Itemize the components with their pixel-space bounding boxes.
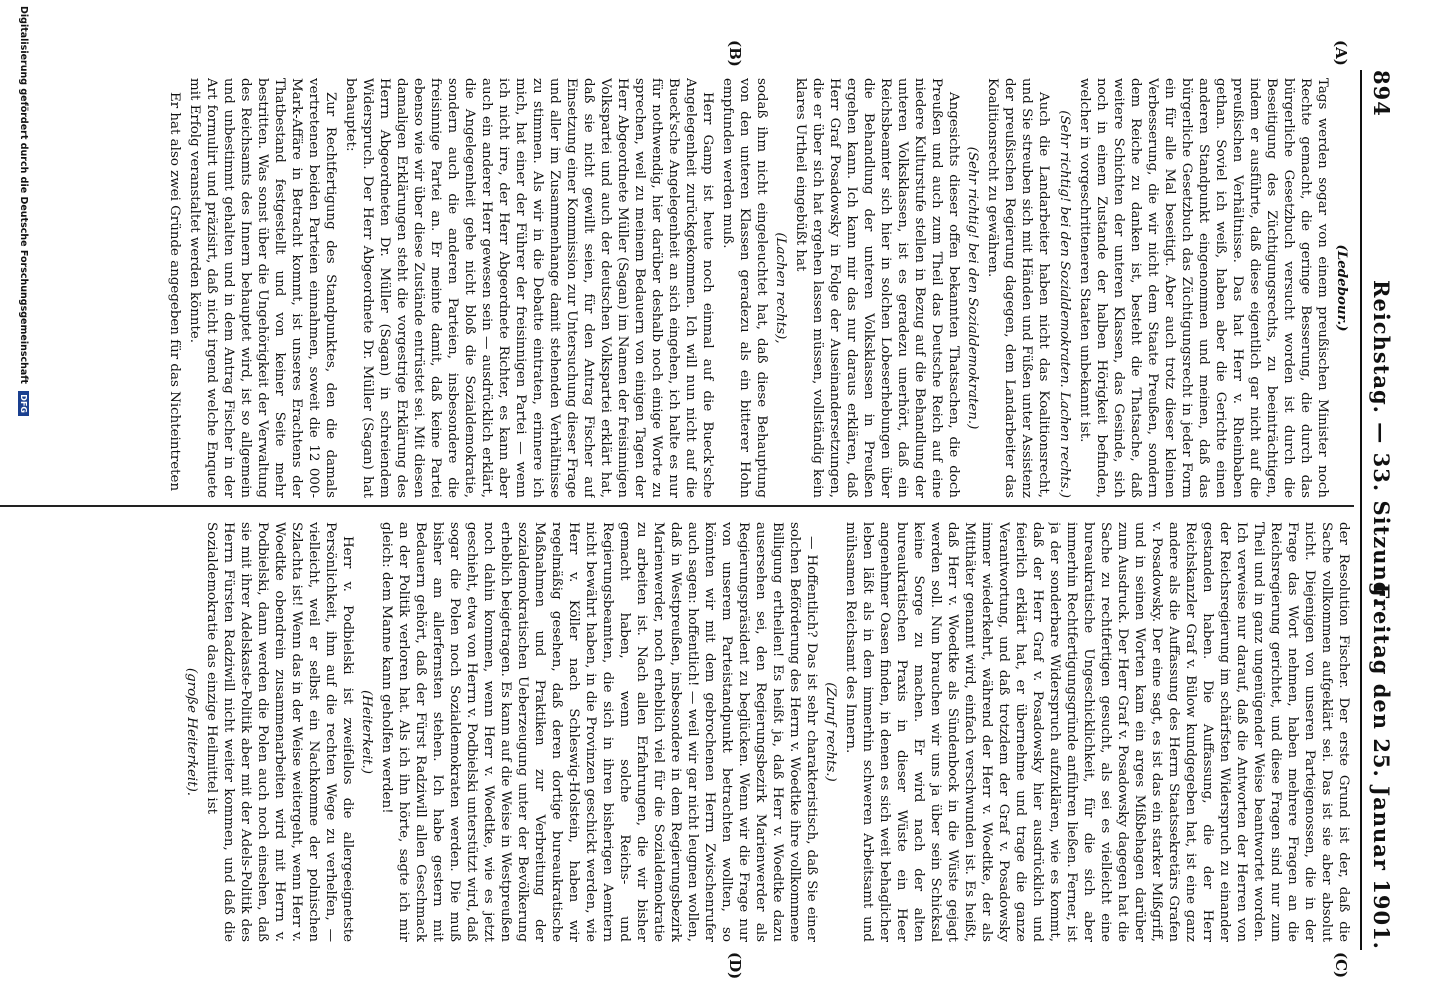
paragraph: sodaß ihm nicht eingeleuchtet hat, daß diese Behauptung von den unteren Klassen geradezu als ein bitterer Hohn empfunden werden muß. xyxy=(720,78,769,498)
paragraph: Tags werden sogar von einem preußischen Minister noch Rechte gemacht, die geringe Besserung, die durch das bürgerliche Gesetzbuch versucht worden ist durch die Beseitigung des Züchtigungsrechts, zu beeinträchtigen, indem er ausführte, daß diese eigentlich gar nicht auf die preußischen Verhältnisse. Das hat Herr v. Rheinbaben gethan. Soviel ich weiß, haben aber die Gerichte einen anderen Standpunkt eingenommen und meinen, daß das bürgerliche Gesetzbuch das Züchtigungsrecht in jeder Form ein für alle Mal beseitigt. Aber auch trotz dieser kleinen Verbesserung, die wir nicht dem Staate Preußen, sondern dem Reiche zu danken ist, besteht die Thatsache, daß weitere Schichten der unteren Klassen, das Gesinde, sich noch in einem Zustande der halben Hörigkeit befinden, welcher in vorgeschritteneren Staaten unbekannt ist. xyxy=(1077,78,1330,498)
paragraph: Er hat also zwei Gründe angegeben für das Nichteintreten xyxy=(167,92,182,492)
interjection: (große Heiterkeit). xyxy=(184,667,199,797)
session-title: Reichstag. — 33. Sitzung. xyxy=(1369,280,1394,606)
column-divider xyxy=(0,505,1354,507)
page-number: 894 xyxy=(1369,70,1394,117)
paragraph: Angesichts dieser offen bekannten Thatsachen, die doch Preußen und auch zum Theil das Deutsche Reich auf eine niedere Kulturstufe stellen in Bezug auf die Behandlung der unteren Volksklassen, ist es geradezu unerhört, daß ein Reichsbeamter sich hier in solchen Lobeserhebungen über die Behandlung der unteren Volksklassen in Preußen ergehen kann. Ich kann mir das nur daraus erklären, daß Herr Graf Posadowsky in Folge der Auseinandersetzungen, die er über sich hat ergehen lassen müssen, vollständig kein klares Urtheil eingebüßt hat xyxy=(793,78,961,498)
page-header xyxy=(1362,70,1396,950)
margin-mark-b: (B) xyxy=(726,40,744,67)
interjection: (Zuruf rechts.) xyxy=(823,682,838,782)
interjection: (Lachen rechts), xyxy=(773,232,788,344)
right-column xyxy=(12,522,1352,942)
left-column xyxy=(12,78,1352,498)
margin-mark-c: (C) xyxy=(1332,952,1350,979)
margin-mark-a: (A) xyxy=(1332,40,1350,66)
session-date: Freitag den 25. Januar 1901. xyxy=(1369,583,1394,950)
interjection: (Sehr richtig! bei den Sozialdemokraten. Lachen rechts.) xyxy=(1057,110,1072,498)
paragraph: Auch die Landarbeiter haben nicht das Koalitionsrecht, und Sie streuben sich mit Händen und Füßen unter Assistenz der preußischen Regierung dagegen, dem Landarbeiter das Koalitionsrecht zu gewähren. xyxy=(985,78,1051,498)
margin-mark-d: (D) xyxy=(726,952,744,980)
interjection: (Heiterkeit.) xyxy=(359,690,374,774)
digitization-footer xyxy=(18,6,29,416)
paragraph: Herr Gamp ist heute noch einmal auf die Bueck'sche Angelegenheit zurückgekommen. Ich will nun nicht auf die Bueck'sche Angelegenheit an sich eingehen, ich halte es nur für nothwendig, hier darüber deshalb noch einige Worte zu sprechen, weil zu meinem Bedauern von einigen Tagen der Herr Abgeordnete Müller (Sagan) im Namen der freisinnigen Volkspartei und auch der deutschen Volkspartei erklärt hat, daß sie nicht gewillt seien, für den Antrag Fischer auf Einsetzung einer Kommission zur Untersuchung dieser Frage und aller im Zusammenhange damit stehenden Verhältnisse zu stimmen. Als wir in die Debatte eintraten, erinnere ich mich, hat einer der Führer der freisinnigen Partei — wenn ich nicht irre, der Herr Abgeordnete Richter, es kann aber auch ein anderer Herr gewesen sein — ausdrücklich erklärt, die Angelegenheit gehe nicht bloß die Sozialdemokratie, sondern auch die anderen Parteien, insbesondere die freisinnige Partei an. Er meinte damit, daß keine Partei ebenso wie wir über diese Zustände entrüstet sei. Mit diesen damaligen Erklärungen steht die vorgestrige Erklärung des Herrn Abgeordneten Dr. Müller (Sagan) in schreiendem Widerspruch. Der Herr Abgeordnete Dr. Müller (Sagan) hat behauptet: xyxy=(343,78,715,498)
paragraph: der Resolution Fischer. Der erste Grund ist der, daß die Sache vollkommen aufgeklärt sei. Das ist sie aber absolut nicht. Diejenigen von unseren Parteigenossen, die in der Frage das Wort nehmen, haben mehrere Fragen an die Reichsregierung gerichtet, und diese Fragen sind nur zum Theil und in ganz ungenügender Weise beantwortet worden. Ich verweise nur darauf, daß die Antworten der Herren von der Reichsregierung im schärfsten Widerspruch zu einander gestanden haben. Die Auffassung, die der Herr Reichskanzler Graf v. Bülow kundgegeben hat, ist eine ganz andere als die Auffassung des Herrn Staatssekretärs Grafen v. Posadowsky. Der eine sagt, es ist das ein starker Mißgriff, und in seinen Worten kam ein arges Mißbehagen darüber zum Ausdruck. Der Herr Graf v. Posadowsky dagegen hat die Sache zu rechtfertigen gesucht, als sei es vielleicht eine bureaukratische Ungeschicklichkeit, für die sich aber immerhin Rechtfertigungsgründe anführen ließen. Ferner, ist ja der sonderbare Widerspruch aufzuklären, wie es kommt, daß der Herr Graf v. Posadowsky hier ausdrücklich und feierlich erklärt hat, er übernehme und trage die ganze Verantwortung, und daß trotzdem der Graf v. Posadowsky immer wiederkehrt, während der Herr v. Woedtke, der als Mitthäter genannt wird, einfach verschwunden ist. Es heißt, daß Herr v. Woedtke als Sündenbock in die Wüste gejagt werden soll. Nun brauchen wir uns ja über sein Schicksal keine Sorge zu machen. Er wird nach der alten bureaukratischen Praxis in dieser Wüste ein Heer angenehmer Oasen finden, in denen es sich weit behaglicher leben läßt als in dem immerhin schweren Arbeitsamt und mühsamen Reichsamt des Innern. xyxy=(843,522,1351,942)
dfg-logo: DFG xyxy=(18,391,29,416)
quotation: Zur Rechtfertigung des Standpunktes, den die damals vertretenen beiden Parteien einnahmen, soweit die 12 000-Mark-Affäre in Betracht kommt, ist unseres Erachtens der Thatbestand festgestellt und von keiner Seite mehr bestritten. Was sonst über die Ungehörigkeit der Verwaltung des Reichsamts des Innern behauptet wird, ist so allgemein und unbestimmt gehalten und in dem Antrag Fischer in der Art formulirt und präzisirt, daß nicht irgend welche Enquete mit Erfolg veranstaltet werden könnte. xyxy=(187,78,338,498)
header-rule xyxy=(1360,70,1362,950)
footer-text: Digitalisierung gefördert durch die Deutsche Forschungsgemeinschaft xyxy=(18,6,29,384)
speaker-tag: (Ledebour.) xyxy=(1334,244,1350,332)
interjection: (Sehr richtig! bei den Sozialdemokraten.) xyxy=(965,146,980,430)
paragraph: — Hoffentlich? Das ist sehr charakteristisch, daß Sie einer solchen Beförderung des Herrn v. Woedtke ihre vollkommene Billigung ertheilen! Es heißt ja, daß Herr v. Woedtke dazu ausersehen sei, den Regierungsbezirk Marienwerder als Regierungspräsident zu beglücken. Wenn wir die Frage nur von unserem Parteistandpunkt betrachten wollten, so könnten wir mit dem gebrochenen Herrn Zwischenrufer auch sagen: hoffentlich! — weil wir gar nicht leugnen wollen, daß in Westpreußen, insbesondere in dem Regierungsbezirk Marienwerder, noch erheblich viel für die Sozialdemokratie zu arbeiten ist. Nach allen Erfahrungen, die wir bisher gemacht haben, wenn solche Reichs- und Regierungsbeamten, die sich in ihren bisherigen Aemtern nicht bewährt haben, in die Provinzen geschickt werden, wie Herr v. Köller nach Schleswig-Holstein, haben wir regelmäßig gesehen, daß deren dortige bureaukratische Maßnahmen und Praktiken zur Verbreitung der sozialdemokratischen Ueberzeugung unter der Bevölkerung erheblich beigetragen. Es kann auf die Weise in Westpreußen noch dahin kommen, wenn Herr v. Woedtke, wie es jetzt geschieht, etwa von Herrn v. Podbielski unterstützt wird, daß sogar die Polen noch Sozialdemokraten werden. Die muß bisher am allerfernsten stehen. Ich habe gestern mit Bedauern gehört, daß der Fürst Radziwill allen Geschmack an der Politik verloren hat. Als ich ihn hörte, sagte ich mir gleich: dem Manne kann geholfen werden! xyxy=(379,522,819,942)
paragraph: Herr v. Podbielski ist zweifellos die allergeeignetste Persönlichkeit, ihm auf die rechten Wege zu verhelfen, — vielleicht, weil er selbst ein Nachkomme der polnischen Szlachta ist! Wenn das in der Weise weitergeht, wenn Herr v. Woedtke obendrein zusammenarbeiten wird mit Herrn v. Podbielski, dann werden die Polen auch noch einsehen, daß sie mit ihrer Adelskaste-Politik aber mit der Adels-Politik des Herrn Fürsten Radziwill nicht weiter kommen, und daß die Sozialdemokratie das einzige Heilmittel ist xyxy=(204,522,355,942)
